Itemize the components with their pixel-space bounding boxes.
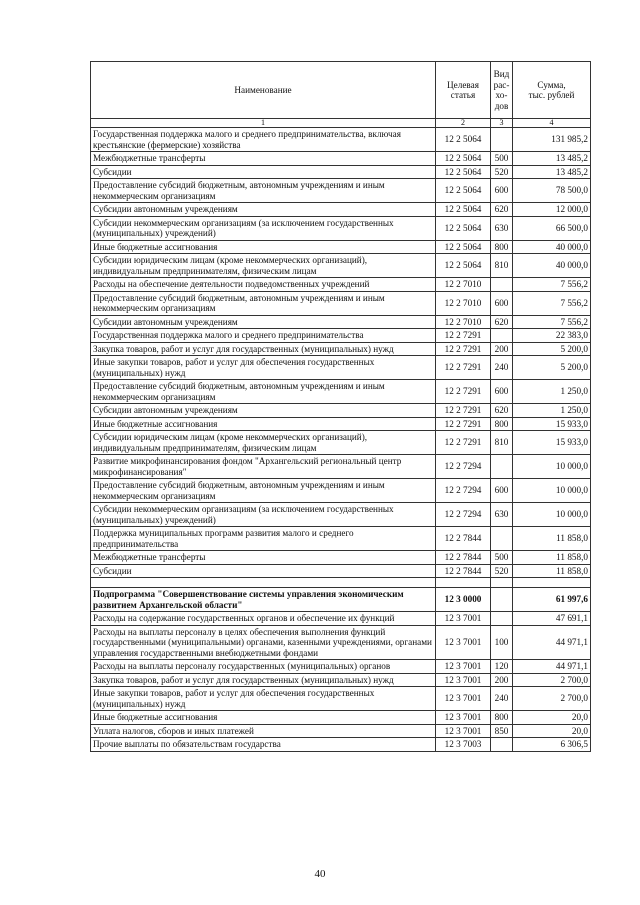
expense-type-cell: 600: [491, 479, 513, 503]
table-body: [91, 128, 591, 752]
header-sum: [513, 62, 591, 119]
name-cell: Иные бюджетные ассигнования: [91, 417, 436, 431]
name-cell: Субсидии: [91, 564, 436, 578]
name-cell: Расходы на обеспечение деятельности подведомственных учреждений: [91, 278, 436, 292]
table-row: [91, 179, 591, 203]
name-cell: Расходы на выплаты персоналу государственных (муниципальных) органов: [91, 660, 436, 674]
article-cell: 12 2 7291: [436, 417, 491, 431]
sum-cell: 11 858,0: [513, 564, 591, 578]
name-cell: Субсидии юридическим лицам (кроме некоммерческих организаций), индивидуальным предпринимателям, физическим лицам: [91, 254, 436, 278]
article-cell: 12 2 7010: [436, 278, 491, 292]
table-row: [91, 625, 591, 660]
article-cell: 12 3 7001: [436, 673, 491, 687]
table-row: [91, 687, 591, 711]
column-number: 4: [513, 119, 591, 128]
table-row: [91, 165, 591, 179]
expense-type-cell: 630: [491, 216, 513, 240]
header-expense-type-line: хо-: [495, 90, 508, 100]
table-row: [91, 278, 591, 292]
budget-table: [90, 61, 591, 752]
expense-type-cell: [491, 329, 513, 343]
name-cell: Иные бюджетные ассигнования: [91, 711, 436, 725]
article-cell: 12 2 5064: [436, 165, 491, 179]
sum-cell: 22 383,0: [513, 329, 591, 343]
sum-cell: 1 250,0: [513, 404, 591, 418]
name-cell: Уплата налогов, сборов и иных платежей: [91, 724, 436, 738]
blank-cell: [491, 578, 513, 588]
expense-type-cell: 500: [491, 551, 513, 565]
article-cell: 12 2 5064: [436, 128, 491, 152]
sum-cell: 131 985,2: [513, 128, 591, 152]
table-row: [91, 527, 591, 551]
article-cell: 12 2 7294: [436, 503, 491, 527]
sum-cell: 10 000,0: [513, 455, 591, 479]
name-cell: Поддержка муниципальных программ развития малого и среднего предпринимательства: [91, 527, 436, 551]
sum-cell: 5 200,0: [513, 356, 591, 380]
page-number: 40: [314, 868, 326, 880]
table-row: [91, 660, 591, 674]
article-cell: 12 3 7001: [436, 612, 491, 626]
header-expense-type-line: Вид: [493, 69, 510, 79]
name-cell: Иные бюджетные ассигнования: [91, 240, 436, 254]
name-cell: Субсидии некоммерческим организациям (за исключением государственных (муниципальных) учреждений): [91, 503, 436, 527]
article-cell: 12 2 7291: [436, 356, 491, 380]
expense-type-cell: 200: [491, 342, 513, 356]
sum-cell: 40 000,0: [513, 240, 591, 254]
article-cell: 12 3 7001: [436, 724, 491, 738]
article-cell: 12 2 7010: [436, 291, 491, 315]
name-cell: Субсидии юридическим лицам (кроме некоммерческих организаций), индивидуальным предпринимателям, физическим лицам: [91, 431, 436, 455]
table-row: [91, 203, 591, 217]
sum-cell: 40 000,0: [513, 254, 591, 278]
sum-cell: 7 556,2: [513, 315, 591, 329]
expense-type-cell: 630: [491, 503, 513, 527]
name-cell: Межбюджетные трансферты: [91, 551, 436, 565]
article-cell: 12 3 7001: [436, 625, 491, 660]
table-row: [91, 479, 591, 503]
article-cell: 12 2 7844: [436, 551, 491, 565]
expense-type-cell: 810: [491, 431, 513, 455]
article-cell: 12 2 7294: [436, 455, 491, 479]
article-cell: 12 2 7291: [436, 380, 491, 404]
name-cell: Прочие выплаты по обязательствам государства: [91, 738, 436, 752]
expense-type-cell: 620: [491, 315, 513, 329]
table-row: [91, 612, 591, 626]
article-cell: 12 3 7001: [436, 687, 491, 711]
article-cell: 12 2 5064: [436, 216, 491, 240]
expense-type-cell: 100: [491, 625, 513, 660]
expense-type-cell: [491, 278, 513, 292]
header-sum-line: тыс. рублей: [528, 90, 575, 100]
column-number: 3: [491, 119, 513, 128]
expense-type-cell: [491, 588, 513, 612]
table-row: [91, 342, 591, 356]
article-cell: 12 2 7291: [436, 431, 491, 455]
table-row: [91, 455, 591, 479]
name-cell: Субсидии автономным учреждениям: [91, 404, 436, 418]
expense-type-cell: 800: [491, 240, 513, 254]
sum-cell: 13 485,2: [513, 165, 591, 179]
name-cell: Предоставление субсидий бюджетным, автономным учреждениям и иным некоммерческим организациям: [91, 380, 436, 404]
table-row: [91, 356, 591, 380]
table-row: [91, 673, 591, 687]
name-cell: Расходы на содержание государственных органов и обеспечение их функций: [91, 612, 436, 626]
name-cell: Субсидии некоммерческим организациям (за исключением государственных (муниципальных) учреждений): [91, 216, 436, 240]
expense-type-cell: 800: [491, 711, 513, 725]
name-cell: Субсидии: [91, 165, 436, 179]
sum-cell: 15 933,0: [513, 417, 591, 431]
sum-cell: 13 485,2: [513, 152, 591, 166]
sum-cell: 7 556,2: [513, 291, 591, 315]
sum-cell: 10 000,0: [513, 503, 591, 527]
sum-cell: 6 306,5: [513, 738, 591, 752]
sum-cell: 66 500,0: [513, 216, 591, 240]
table-row: [91, 240, 591, 254]
article-cell: 12 3 7001: [436, 660, 491, 674]
article-cell: 12 2 5064: [436, 254, 491, 278]
sum-cell: 44 971,1: [513, 660, 591, 674]
expense-type-cell: 500: [491, 152, 513, 166]
name-cell: Развитие микрофинансирования фондом "Архангельский региональный центр микрофинансирования": [91, 455, 436, 479]
expense-type-cell: 120: [491, 660, 513, 674]
name-cell: Государственная поддержка малого и среднего предпринимательства, включая крестьянские (фермерские) хозяйства: [91, 128, 436, 152]
sum-cell: 78 500,0: [513, 179, 591, 203]
expense-type-cell: 240: [491, 356, 513, 380]
sum-cell: 47 691,1: [513, 612, 591, 626]
article-cell: 12 3 7001: [436, 711, 491, 725]
name-cell: Межбюджетные трансферты: [91, 152, 436, 166]
expense-type-cell: 810: [491, 254, 513, 278]
blank-cell: [436, 578, 491, 588]
sum-cell: 2 700,0: [513, 687, 591, 711]
article-cell: 12 2 7010: [436, 315, 491, 329]
table-row: [91, 503, 591, 527]
table-row: [91, 254, 591, 278]
expense-type-cell: 240: [491, 687, 513, 711]
sum-cell: 11 858,0: [513, 527, 591, 551]
table-row: [91, 291, 591, 315]
article-cell: 12 2 7291: [436, 329, 491, 343]
name-cell: Субсидии автономным учреждениям: [91, 203, 436, 217]
sum-cell: 11 858,0: [513, 551, 591, 565]
expense-type-cell: 200: [491, 673, 513, 687]
budget-table-page: [90, 61, 590, 752]
sum-cell: 15 933,0: [513, 431, 591, 455]
article-cell: 12 3 0000: [436, 588, 491, 612]
table-row: [91, 329, 591, 343]
expense-type-cell: 600: [491, 380, 513, 404]
table-row: [91, 711, 591, 725]
table-row: [91, 588, 591, 612]
table-header-row: [91, 62, 591, 119]
article-cell: 12 2 7291: [436, 342, 491, 356]
expense-type-cell: [491, 455, 513, 479]
table-row: [91, 315, 591, 329]
expense-type-cell: 620: [491, 203, 513, 217]
expense-type-cell: [491, 527, 513, 551]
expense-type-cell: 850: [491, 724, 513, 738]
header-name: Наименование: [91, 62, 436, 119]
article-cell: 12 2 7291: [436, 404, 491, 418]
name-cell: Иные закупки товаров, работ и услуг для обеспечения государственных (муниципальных) нужд: [91, 356, 436, 380]
expense-type-cell: [491, 738, 513, 752]
table-row: [91, 216, 591, 240]
name-cell: Субсидии автономным учреждениям: [91, 315, 436, 329]
header-article: Целевая статья: [436, 62, 491, 119]
header-sum-line: Сумма,: [537, 79, 566, 90]
table-row: [91, 564, 591, 578]
article-cell: 12 2 5064: [436, 203, 491, 217]
article-cell: 12 2 7844: [436, 527, 491, 551]
header-expense-type-line: рас-: [493, 79, 510, 90]
sum-cell: 2 700,0: [513, 673, 591, 687]
article-cell: 12 2 7844: [436, 564, 491, 578]
expense-type-cell: [491, 128, 513, 152]
name-cell: Подпрограмма "Совершенствование системы управления экономическим развитием Архангельской области": [91, 588, 436, 612]
expense-type-cell: 520: [491, 165, 513, 179]
article-cell: 12 2 5064: [436, 240, 491, 254]
table-row: [91, 404, 591, 418]
table-row: [91, 380, 591, 404]
expense-type-cell: [491, 612, 513, 626]
header-expense-type-line: дов: [494, 100, 509, 111]
article-cell: 12 2 7294: [436, 479, 491, 503]
blank-cell: [513, 578, 591, 588]
expense-type-cell: 520: [491, 564, 513, 578]
column-number: 2: [436, 119, 491, 128]
table-row: [91, 128, 591, 152]
table-row: [91, 551, 591, 565]
sum-cell: 7 556,2: [513, 278, 591, 292]
name-cell: Расходы на выплаты персоналу в целях обеспечения выполнения функций государственными (муниципальными) органами, казенными учреждениями, органами управления государственными внебюджетными фондами: [91, 625, 436, 660]
name-cell: Предоставление субсидий бюджетным, автономным учреждениям и иным некоммерческим организациям: [91, 479, 436, 503]
sum-cell: 1 250,0: [513, 380, 591, 404]
sum-cell: 5 200,0: [513, 342, 591, 356]
sum-cell: 10 000,0: [513, 479, 591, 503]
sum-cell: 20,0: [513, 711, 591, 725]
header-expense-type: [491, 62, 513, 119]
table-row: [91, 738, 591, 752]
sum-cell: 20,0: [513, 724, 591, 738]
name-cell: Государственная поддержка малого и среднего предпринимательства: [91, 329, 436, 343]
table-row: [91, 724, 591, 738]
column-number: 1: [91, 119, 436, 128]
article-cell: 12 3 7003: [436, 738, 491, 752]
sum-cell: 12 000,0: [513, 203, 591, 217]
name-cell: Закупка товаров, работ и услуг для государственных (муниципальных) нужд: [91, 342, 436, 356]
expense-type-cell: 600: [491, 179, 513, 203]
table-row: [91, 431, 591, 455]
article-cell: 12 2 5064: [436, 179, 491, 203]
sum-cell: 61 997,6: [513, 588, 591, 612]
expense-type-cell: 800: [491, 417, 513, 431]
column-number-row: [91, 119, 591, 128]
name-cell: Предоставление субсидий бюджетным, автономным учреждениям и иным некоммерческим организациям: [91, 291, 436, 315]
name-cell: Иные закупки товаров, работ и услуг для обеспечения государственных (муниципальных) нужд: [91, 687, 436, 711]
name-cell: Закупка товаров, работ и услуг для государственных (муниципальных) нужд: [91, 673, 436, 687]
expense-type-cell: 600: [491, 291, 513, 315]
blank-row: [91, 578, 591, 588]
table-row: [91, 152, 591, 166]
table-row: [91, 417, 591, 431]
sum-cell: 44 971,1: [513, 625, 591, 660]
name-cell: Предоставление субсидий бюджетным, автономным учреждениям и иным некоммерческим организациям: [91, 179, 436, 203]
blank-cell: [91, 578, 436, 588]
article-cell: 12 2 5064: [436, 152, 491, 166]
expense-type-cell: 620: [491, 404, 513, 418]
